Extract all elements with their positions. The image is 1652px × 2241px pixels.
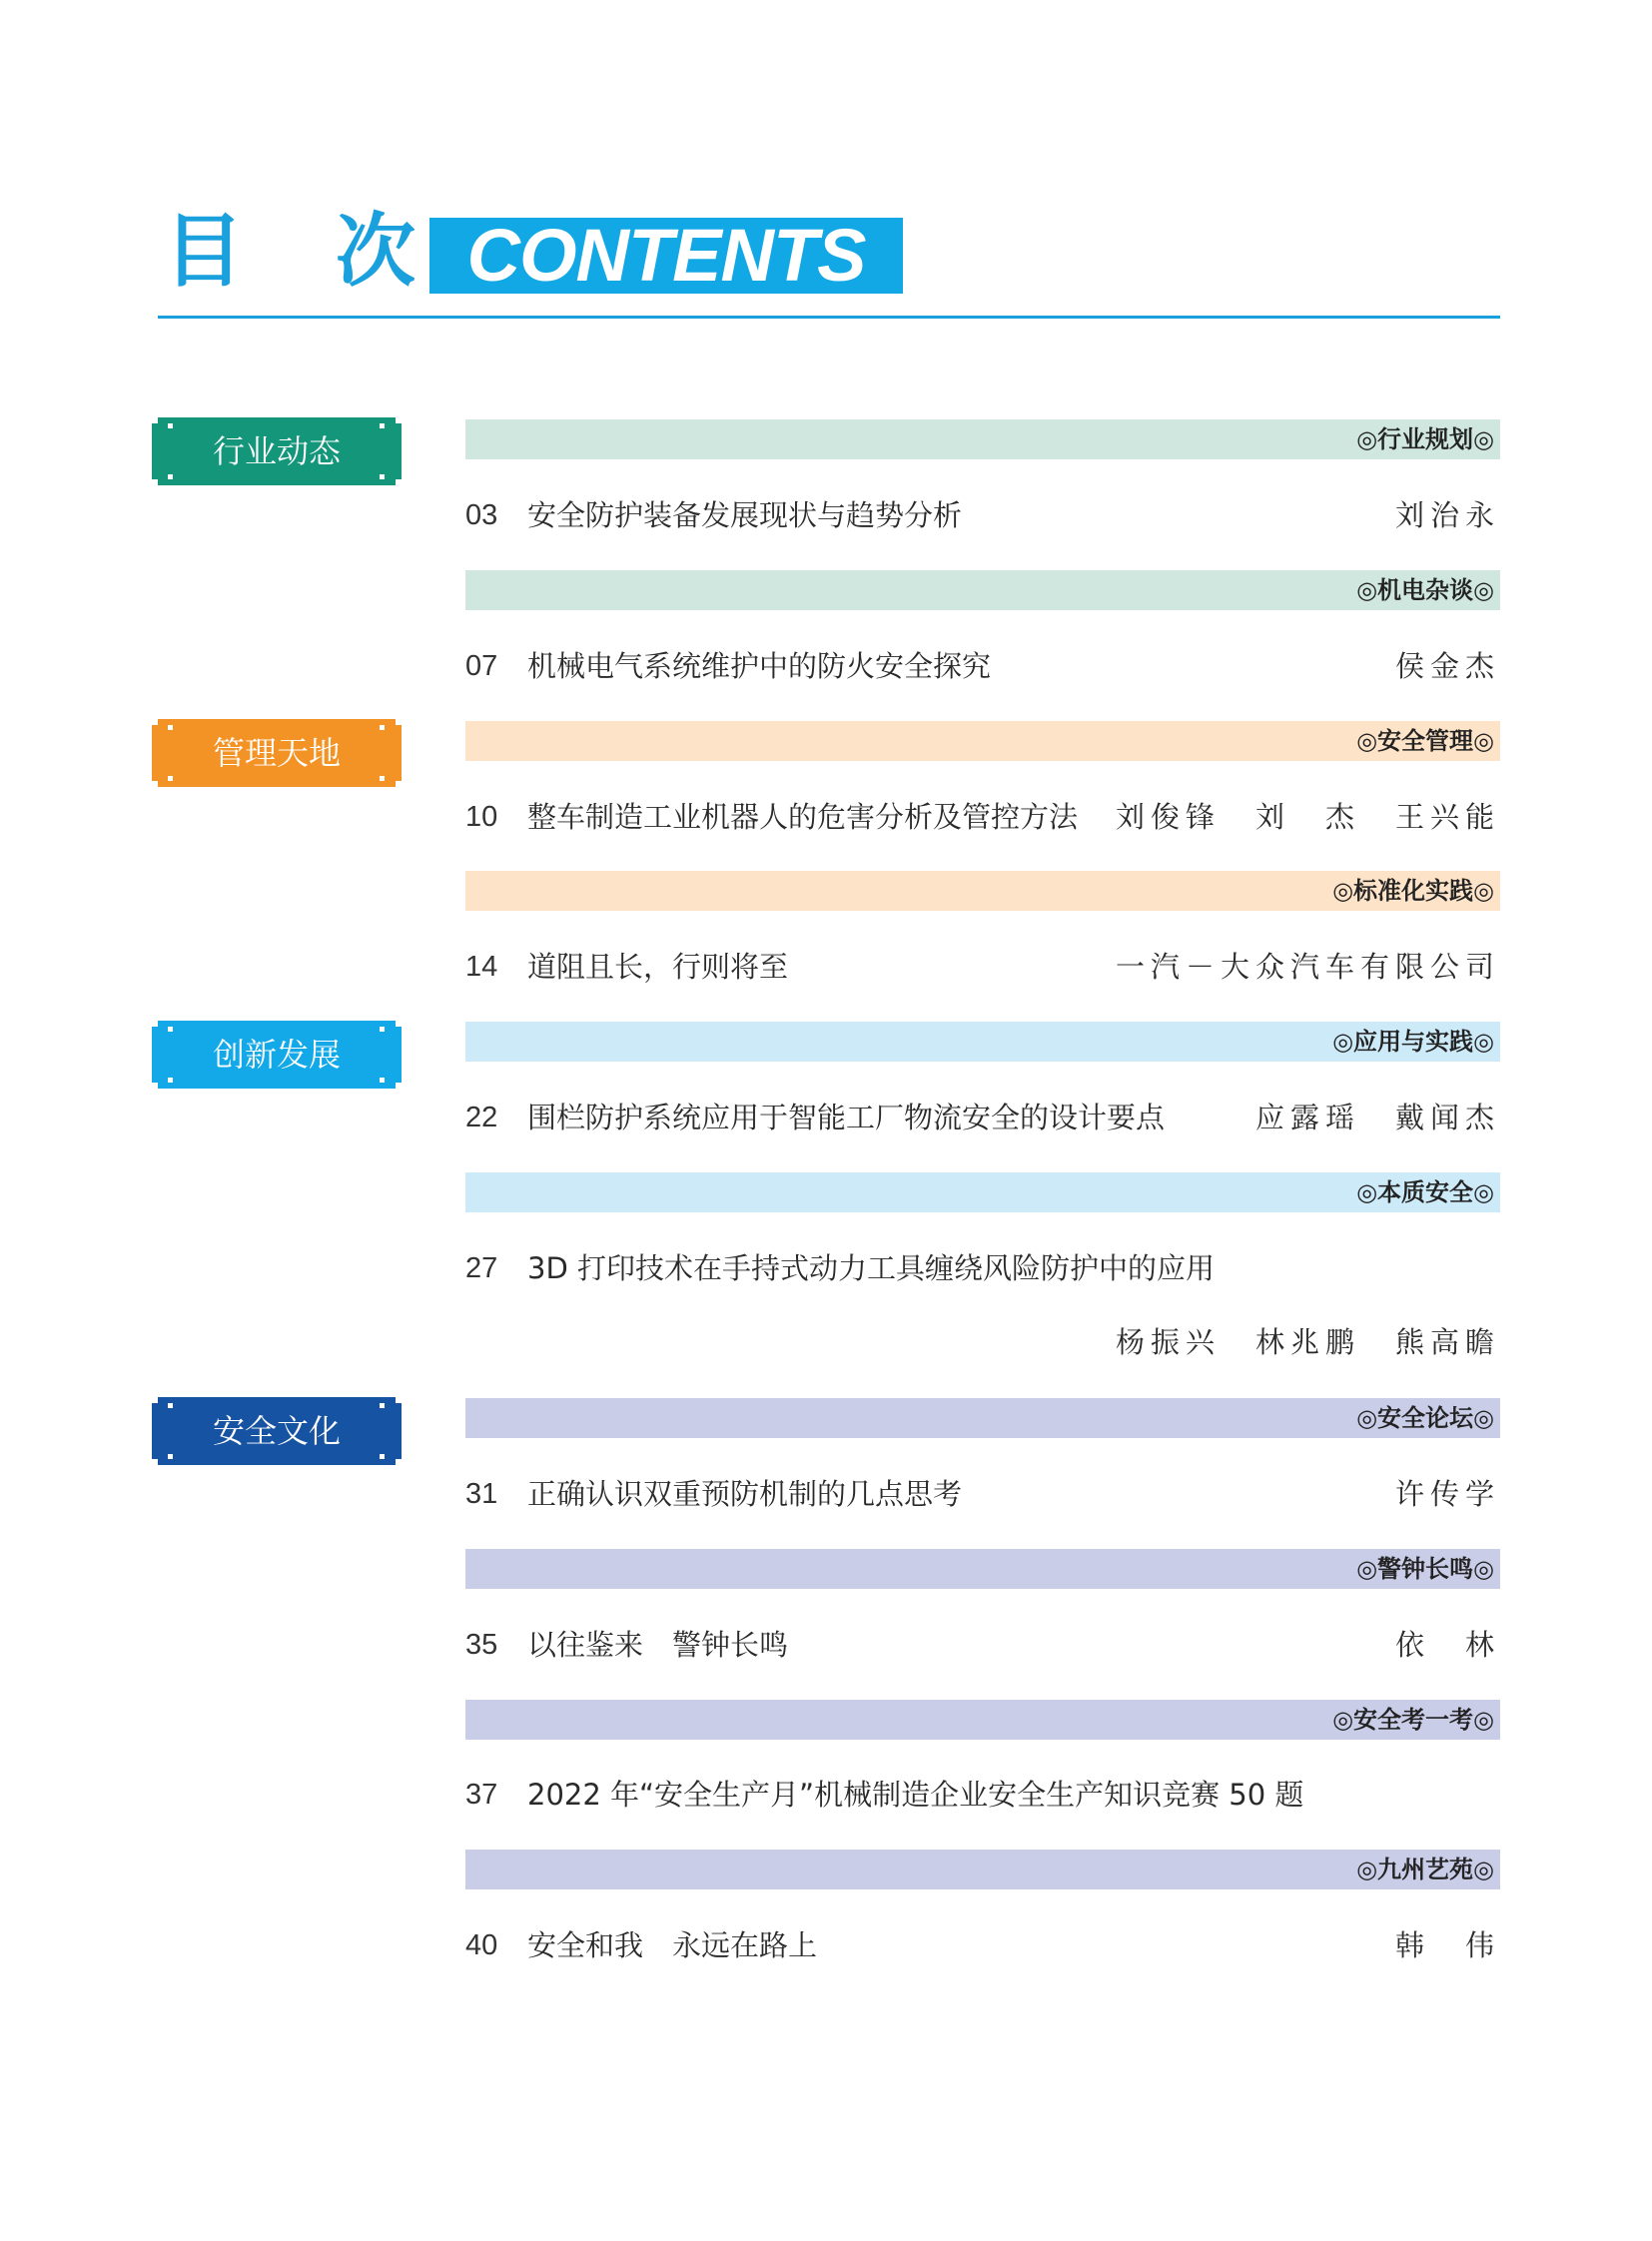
category-badge-culture: [158, 1397, 396, 1465]
section-label: ◎应用与实践◎: [1332, 1028, 1494, 1056]
section-bar: [465, 570, 1500, 610]
toc-entry[interactable]: [465, 1472, 1500, 1516]
section-bar: [465, 1700, 1500, 1740]
section-label: ◎机电杂谈◎: [1356, 576, 1494, 604]
article-title: 整车制造工业机器人的危害分析及管控方法: [527, 800, 1079, 834]
page-number: 07: [465, 650, 498, 682]
category-label: 创新发展: [212, 1036, 341, 1074]
page-number: 35: [465, 1629, 498, 1661]
badge-corner-dot: [168, 423, 173, 428]
badge-corner-dot: [380, 1454, 385, 1459]
badge-corner-dot: [380, 725, 385, 730]
toc-entry[interactable]: [465, 1773, 1500, 1817]
article-author: 刘俊锋 刘 杰 王兴能: [1115, 800, 1500, 834]
section-label: ◎本质安全◎: [1356, 1178, 1494, 1206]
section-label: ◎安全论坛◎: [1356, 1404, 1494, 1432]
section-label: ◎标准化实践◎: [1332, 877, 1494, 905]
toc-entry[interactable]: [465, 493, 1500, 537]
page-title: [164, 202, 415, 302]
badge-corner-dot: [380, 474, 385, 479]
article-title: 3D 打印技术在手持式动力工具缠绕风险防护中的应用: [527, 1251, 1216, 1285]
toc-entry[interactable]: [465, 1096, 1500, 1139]
article-title: 安全和我 永远在路上: [527, 1928, 818, 1962]
badge-corner-dot: [168, 776, 173, 781]
section-bar: [465, 721, 1500, 761]
category-label: 行业动态: [212, 432, 341, 470]
page-number: 10: [465, 801, 498, 833]
page-number: 37: [465, 1779, 498, 1811]
section-label: ◎安全管理◎: [1356, 727, 1494, 755]
contents-label: CONTENTS: [466, 214, 866, 297]
category-badge-management: [158, 719, 396, 787]
page-number: 03: [465, 499, 498, 531]
page-number: 27: [465, 1252, 498, 1284]
category-label: 管理天地: [212, 734, 341, 772]
badge-corner-dot: [168, 1403, 173, 1408]
toc-entry[interactable]: [465, 1623, 1500, 1667]
article-author: 一汽－大众汽车有限公司: [1115, 950, 1500, 984]
article-author: 杨振兴 林兆鹏 熊高瞻: [1115, 1325, 1500, 1359]
section-label: ◎警钟长鸣◎: [1356, 1555, 1494, 1583]
badge-corner-dot: [380, 423, 385, 428]
article-author: 依 林: [1394, 1628, 1500, 1662]
category-badge-innovation: [158, 1021, 396, 1089]
badge-corner-dot: [168, 1027, 173, 1032]
article-title: 正确认识双重预防机制的几点思考: [527, 1477, 963, 1511]
article-title: 围栏防护系统应用于智能工厂物流安全的设计要点: [527, 1101, 1166, 1134]
section-label: ◎行业规划◎: [1356, 425, 1494, 453]
section-bar: [465, 871, 1500, 911]
contents-banner: [429, 214, 903, 297]
section-label: ◎安全考一考◎: [1332, 1706, 1494, 1734]
badge-corner-dot: [380, 776, 385, 781]
section-label: ◎九州艺苑◎: [1356, 1856, 1494, 1883]
section-bar: [465, 1022, 1500, 1062]
badge-corner-dot: [380, 1078, 385, 1083]
article-author: 韩 伟: [1394, 1928, 1500, 1962]
toc-entry[interactable]: [465, 1923, 1500, 1967]
section-bar: [465, 1850, 1500, 1889]
title-char-ci: 次: [336, 205, 415, 298]
article-author: 许传学: [1394, 1477, 1500, 1511]
page-number: 14: [465, 951, 498, 983]
badge-corner-dot: [380, 1027, 385, 1032]
page-number: 31: [465, 1478, 498, 1510]
badge-corner-dot: [168, 725, 173, 730]
category-label: 安全文化: [212, 1412, 341, 1450]
toc-entry[interactable]: [465, 945, 1500, 989]
title-char-mu: 目: [164, 205, 244, 298]
badge-corner-dot: [168, 1454, 173, 1459]
badge-corner-dot: [380, 1403, 385, 1408]
article-author: 刘治永: [1394, 498, 1500, 532]
badge-corner-dot: [168, 474, 173, 479]
page-number: 22: [465, 1102, 498, 1133]
section-bar: [465, 1549, 1500, 1589]
toc-entry[interactable]: [465, 1246, 1500, 1290]
article-title: 以往鉴来 警钟长鸣: [527, 1628, 789, 1662]
page-number: 40: [465, 1929, 498, 1961]
article-author: 侯金杰: [1394, 649, 1500, 683]
toc-entry[interactable]: [465, 795, 1500, 839]
header-divider: [158, 316, 1500, 319]
section-bar: [465, 419, 1500, 459]
category-badge-industry: [158, 417, 396, 485]
section-bar: [465, 1172, 1500, 1212]
article-title: 安全防护装备发展现状与趋势分析: [527, 498, 963, 532]
section-bar: [465, 1398, 1500, 1438]
article-author: 应露瑶 戴闻杰: [1254, 1101, 1500, 1134]
toc-entry[interactable]: [465, 644, 1500, 688]
article-title: 机械电气系统维护中的防火安全探究: [527, 649, 992, 683]
badge-corner-dot: [168, 1078, 173, 1083]
article-title: 2022 年“安全生产月”机械制造企业安全生产知识竞赛 50 题: [527, 1778, 1304, 1812]
article-title: 道阻且长，行则将至: [527, 950, 789, 984]
toc-entry-authors: [465, 1320, 1500, 1364]
